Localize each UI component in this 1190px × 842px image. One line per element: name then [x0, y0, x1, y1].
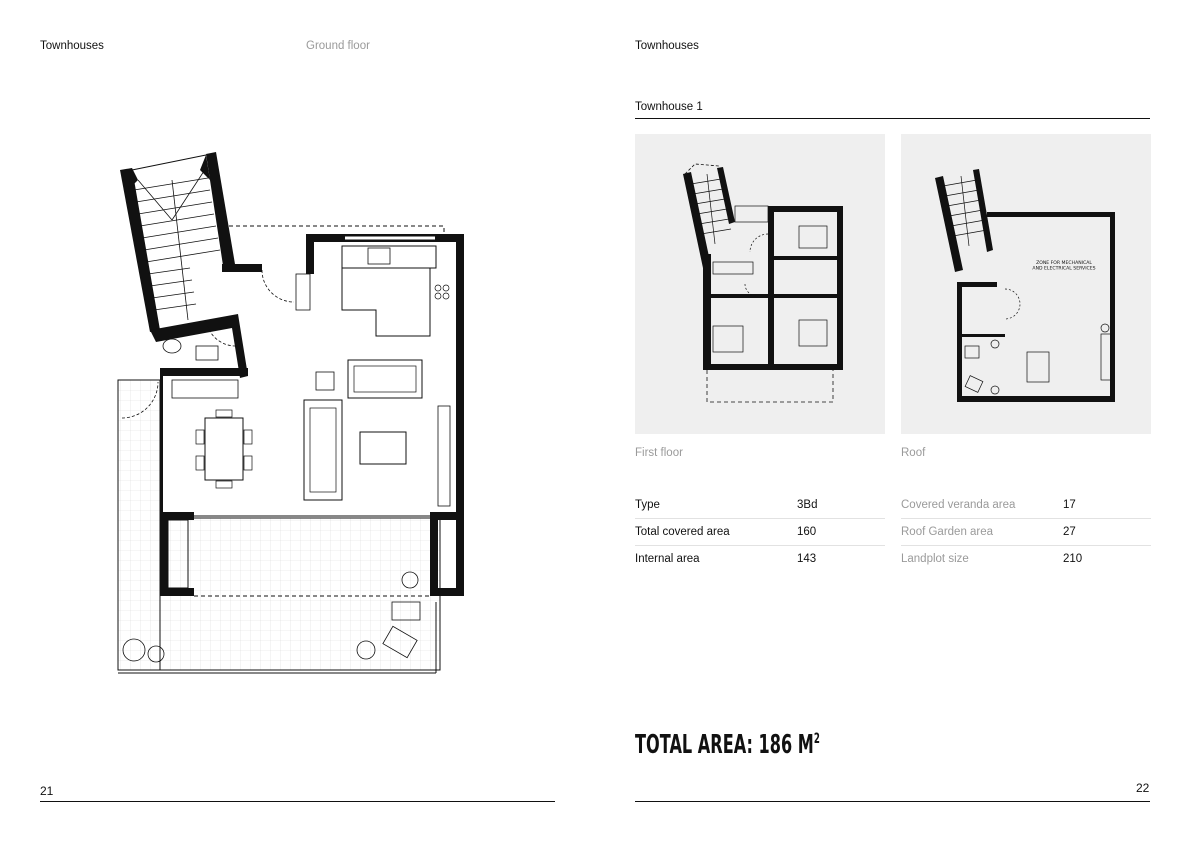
first-floor-plan-drawing: [635, 134, 885, 434]
total-area-heading: [635, 730, 820, 760]
roof-annotation-line1: ZONE FOR MECHANICAL: [1036, 261, 1092, 266]
first-floor-caption: First floor: [635, 447, 683, 459]
left-header-title: Townhouses: [40, 40, 104, 52]
total-area-unit-superscript: 2: [813, 731, 820, 747]
roof-caption: Roof: [901, 447, 926, 459]
spec-row-landplot-size: [901, 545, 1151, 572]
spec-value: 27: [1063, 526, 1076, 538]
spec-label: Covered veranda area: [901, 499, 1016, 511]
left-footer-rule: [40, 801, 555, 802]
spec-label: Landplot size: [901, 553, 969, 565]
right-header-title: Townhouses: [635, 40, 699, 52]
spec-value: 160: [797, 526, 817, 538]
spec-value: 3Bd: [797, 499, 818, 511]
spec-row-type: [635, 491, 885, 519]
spec-row-roof-garden-area: [901, 518, 1151, 546]
roof-annotation-line2: AND ELECTRICAL SERVICES: [1032, 266, 1096, 272]
first-floor-plan: [635, 134, 885, 434]
right-page-number: 22: [1136, 781, 1150, 795]
roof-plan: [901, 134, 1151, 434]
ground-floor-plan-drawing: [110, 150, 470, 680]
spec-label: Internal area: [635, 553, 700, 565]
right-footer-rule: [635, 801, 1150, 802]
left-header-subtitle: Ground floor: [306, 40, 370, 52]
section-title: Townhouse 1: [635, 101, 703, 113]
spec-value: 17: [1063, 499, 1076, 511]
spec-row-total-covered-area: [635, 518, 885, 546]
section-title-rule: [635, 118, 1150, 119]
total-area-label: TOTAL AREA: 186 M: [635, 730, 814, 760]
spec-value: 210: [1063, 553, 1083, 565]
spec-label: Total covered area: [635, 526, 730, 538]
spec-row-internal-area: [635, 545, 885, 572]
ground-floor-plan: [110, 150, 470, 680]
spec-row-covered-veranda-area: [901, 491, 1151, 519]
spec-label: Type: [635, 499, 660, 511]
spec-label: Roof Garden area: [901, 526, 994, 538]
roof-plan-drawing: [901, 134, 1151, 434]
spec-value: 143: [797, 553, 817, 565]
left-page-number: 21: [40, 784, 54, 798]
